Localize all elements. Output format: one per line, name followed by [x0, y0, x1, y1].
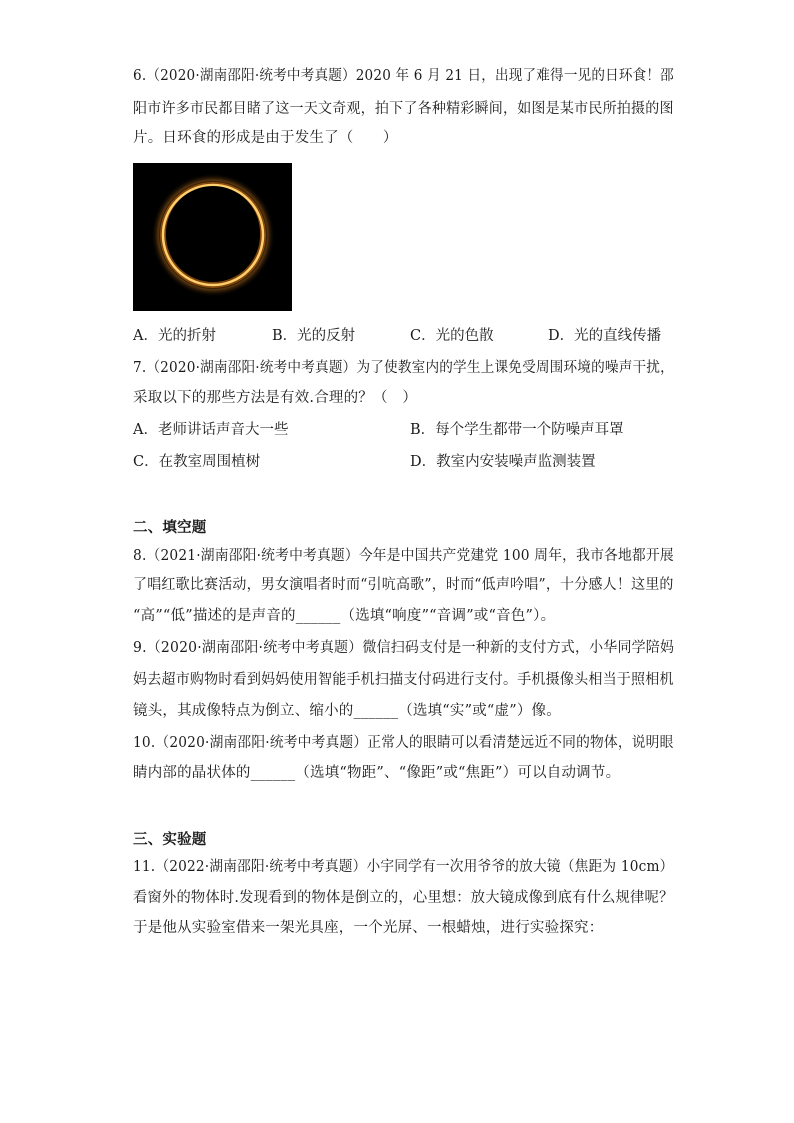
- q8-text-line-3: “高”“低”描述的是声音的______（选填“响度”“音调”或“音色”）。: [133, 608, 556, 624]
- eclipse-photo: [133, 163, 292, 311]
- q7-text-line-1: 7.（2020·湖南邵阳·统考中考真题）为了使教室内的学生上课免受周围环境的噪声干扰，: [133, 360, 674, 376]
- q6-text-line-2: 阳市许多市民都目睹了这一天文奇观，拍下了各种精彩瞬间，如图是某市民所拍摄的图: [133, 101, 674, 117]
- q7-option-a: A．老师讲话声音大一些: [133, 422, 289, 438]
- q6-option-b: B．光的反射: [272, 328, 356, 344]
- q7-option-d: D．教室内安装噪声监测装置: [410, 454, 596, 470]
- q10-text-line-1: 10.（2020·湖南邵阳·统考中考真题）正常人的眼睛可以看清楚远近不同的物体，说明眼: [133, 735, 674, 751]
- q10-text-line-2: 睛内部的晶状体的______（选填“物距”、“像距”或“焦距”）可以自动调节。: [133, 765, 621, 781]
- q11-text-line-1: 11.（2022·湖南邵阳·统考中考真题）小宇同学有一次用爷爷的放大镜（焦距为 10cm）: [133, 859, 674, 875]
- section-title-experiment: 三、实验题: [133, 831, 207, 848]
- q8-text-line-1: 8.（2021·湖南邵阳·统考中考真题）今年是中国共产党建党 100 周年，我市各地都开展: [133, 548, 674, 564]
- q6-text-line-1: 6.（2020·湖南邵阳·统考中考真题）2020 年 6 月 21 日，出现了难得一见的日环食！邵: [133, 68, 674, 84]
- q6-option-d: D．光的直线传播: [548, 328, 662, 344]
- q6-option-a: A．光的折射: [133, 328, 216, 344]
- q11-text-line-3: 于是他从实验室借来一架光具座，一个光屏、一根蜡烛，进行实验探究：: [133, 920, 604, 936]
- annular-eclipse-ring-icon: [133, 163, 292, 311]
- q9-text-line-3: 镜头，其成像特点为倒立、缩小的______（选填“实”或“虚”）像。: [133, 703, 561, 719]
- q6-option-c: C．光的色散: [410, 328, 494, 344]
- q7-option-c: C．在教室周围植树: [133, 454, 261, 470]
- section-title-fill-in: 二、填空题: [133, 519, 207, 536]
- q7-text-line-2: 采取以下的那些方法是有效.合理的？（ ）: [133, 390, 418, 406]
- q9-text-line-2: 妈去超市购物时看到妈妈使用智能手机扫描支付码进行支付。手机摄像头相当于照相机: [133, 672, 674, 688]
- q8-text-line-2: 了唱红歌比赛活动，男女演唱者时而“引吭高歌”，时而“低声吟唱”，十分感人！这里的: [133, 577, 674, 593]
- q9-text-line-1: 9.（2020·湖南邵阳·统考中考真题）微信扫码支付是一种新的支付方式，小华同学陪妈: [133, 640, 675, 656]
- q11-text-line-2: 看窗外的物体时.发现看到的物体是倒立的，心里想：放大镜成像到底有什么规律呢？: [133, 890, 674, 906]
- q6-text-line-3: 片。日环食的形成是由于发生了（ ）: [133, 130, 398, 146]
- q7-option-b: B．每个学生都带一个防噪声耳罩: [410, 422, 624, 438]
